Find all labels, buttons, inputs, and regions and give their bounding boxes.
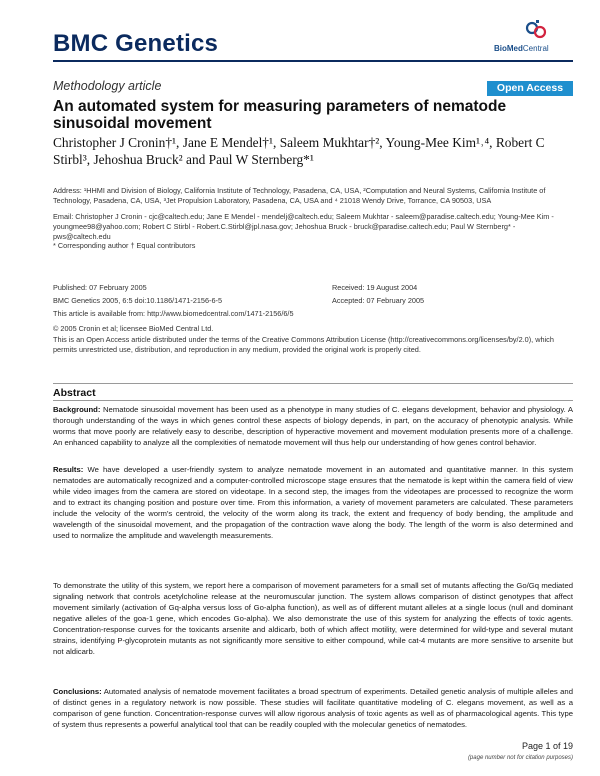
abstract-background xyxy=(53,404,573,448)
abstract-rule-bottom xyxy=(53,400,573,401)
license-text: This is an Open Access article distributed under the terms of the Creative Commons Attribution License (http://creativecommons.org/licenses/by/2.0), which permits unrestricted use, distribution, and reproduction in any medium, provided the original work is properly cited. xyxy=(53,335,554,354)
abstract-results xyxy=(53,464,573,541)
results-text: We have developed a user-friendly system to analyze nematode movement in an automated and quantitative manner. In this system nematodes are automatically recognized and a computer-controlled microscope stage ensures that the nematode is kept within the camera field of view while video images from the camera are stored on videotape. In a second step, the images from the videotapes are processed to recognize the worm and to extract its changing position and posture over time. From this information, a variety of movement parameters are calculated. These parameters include the velocity of the worm's centroid, the velocity of the worm along its track, the extent and frequency of body bending, the amplitude and wavelength of the sinusoidal movement, and the propagation of the contraction wave along the body. The length of the worm is also determined and used to normalize the amplitude and wavelength measurements. xyxy=(53,465,573,540)
page-number-note: (page number not for citation purposes) xyxy=(467,755,573,761)
abstract-conclusions xyxy=(53,686,573,730)
header-rule xyxy=(53,60,573,62)
background-label: Background: xyxy=(53,405,101,414)
article-url[interactable]: This article is available from: http://www.biomedcentral.com/1471-2156/6/5 xyxy=(53,309,294,318)
abstract-demonstration: To demonstrate the utility of this system, we report here a comparison of movement parameters for a small set of mutants affecting the Go/Gq mediated signaling network that controls acetylcholine release at the neuromuscular junction. The system allows comparison of distinct genotypes that affect movement similarly (activation of Gq-alpha versus loss of Go-alpha function), as well as of different mutant alleles at a single locus (null and dominant negative alleles of the goa-1 gene, which encodes Go-alpha). We also demonstrate the use of this system for analyzing the effects of toxic agents. Concentration-response curves for the toxicants arsenite and aldicarb, both of which affect motility, were determined for wild-type and several mutant strains, identifying P-glycoprotein mutants as not significantly more sensitive to either compound, while cat-4 mutants are more sensitive to arsenite but not aldicarb. xyxy=(53,581,573,656)
conclusions-label: Conclusions: xyxy=(53,687,102,696)
conclusions-text: Automated analysis of nematode movement facilitates a broad spectrum of experiments. Detailed genetic analysis of multiple alleles and of distinct genes in a regulatory network is now possible. These studies will facilitate quantitative modeling of C. elegans movement, as well as a comparison of gene function. Concentration-response curves will allow rigorous analysis of toxic agents as well as of pharmacological agents. This type of system thus represents a powerful analytical tool that can be readily coupled with the molecular genetics of nematodes. xyxy=(53,687,573,729)
author-emails: Email: Christopher J Cronin - cjc@caltech.edu; Jane E Mendel - mendelj@caltech.edu; Saleem Mukhtar - saleem@paradise.caltech.edu; Young-Mee Kim - youngmee98@yahoo.com; Robert C Stirbl - Robert.C.Stirbl@jpl.nasa.gov; Jehoshua Bruck - bruck@paradise.caltech.edu; Paul W Sternberg* - pws@caltech.edu xyxy=(53,212,554,241)
open-access-badge: Open Access xyxy=(487,81,573,96)
biomed-central-logo xyxy=(494,14,574,54)
article-type: Methodology article xyxy=(53,79,162,93)
author-list: Christopher J Cronin†¹, Jane E Mendel†¹, Saleem Mukhtar†², Young-Mee Kim¹˒⁴, Robert C Stirbl³, Jehoshua Bruck² and Paul W Sternberg*¹ xyxy=(53,135,545,167)
page-number: Page 1 of 19 xyxy=(521,741,573,751)
logo-wordmark: BioMedCentral xyxy=(494,44,549,53)
published-date: Published: 07 February 2005 xyxy=(53,283,147,292)
citation: BMC Genetics 2005, 6:5 doi:10.1186/1471-2156-6-5 xyxy=(53,296,223,305)
abstract-rule-top xyxy=(53,383,573,384)
copyright: © 2005 Cronin et al; licensee BioMed Central Ltd. xyxy=(53,324,214,333)
author-footnote: * Corresponding author † Equal contributors xyxy=(53,241,196,250)
logo-mark-icon xyxy=(494,14,574,44)
abstract-heading: Abstract xyxy=(53,387,96,399)
author-addresses: Address: ¹HHMI and Division of Biology, California Institute of Technology, Pasadena, CA, USA, ²Computation and Neural Systems, California Institute of Technology, Pasadena, CA, USA, ³Jet Propulsion Laboratory, Pasadena, CA, USA and ⁴ 21018 Wendy Drive, Torrance, CA 90503, USA xyxy=(53,186,546,205)
accepted-date: Accepted: 07 February 2005 xyxy=(332,296,425,305)
journal-title: BMC Genetics xyxy=(53,30,219,57)
received-date: Received: 19 August 2004 xyxy=(332,283,418,292)
article-title: An automated system for measuring parameters of nematode sinusoidal movement xyxy=(53,98,507,132)
background-text: Nematode sinusoidal movement has been used as a phenotype in many studies of C. elegans development, behavior and physiology. A thorough understanding of the ways in which genes control these aspects of biology depends, in part, on the accuracy of phenotypic analysis. While worms that move poorly are relatively easy to describe, description of hyperactive movement and movement modulation presents more of a challenge. An enhanced capability to analyze all the complexities of nematode movement will thus help our understanding of how genes control behavior. xyxy=(53,405,573,447)
results-label: Results: xyxy=(53,465,84,474)
